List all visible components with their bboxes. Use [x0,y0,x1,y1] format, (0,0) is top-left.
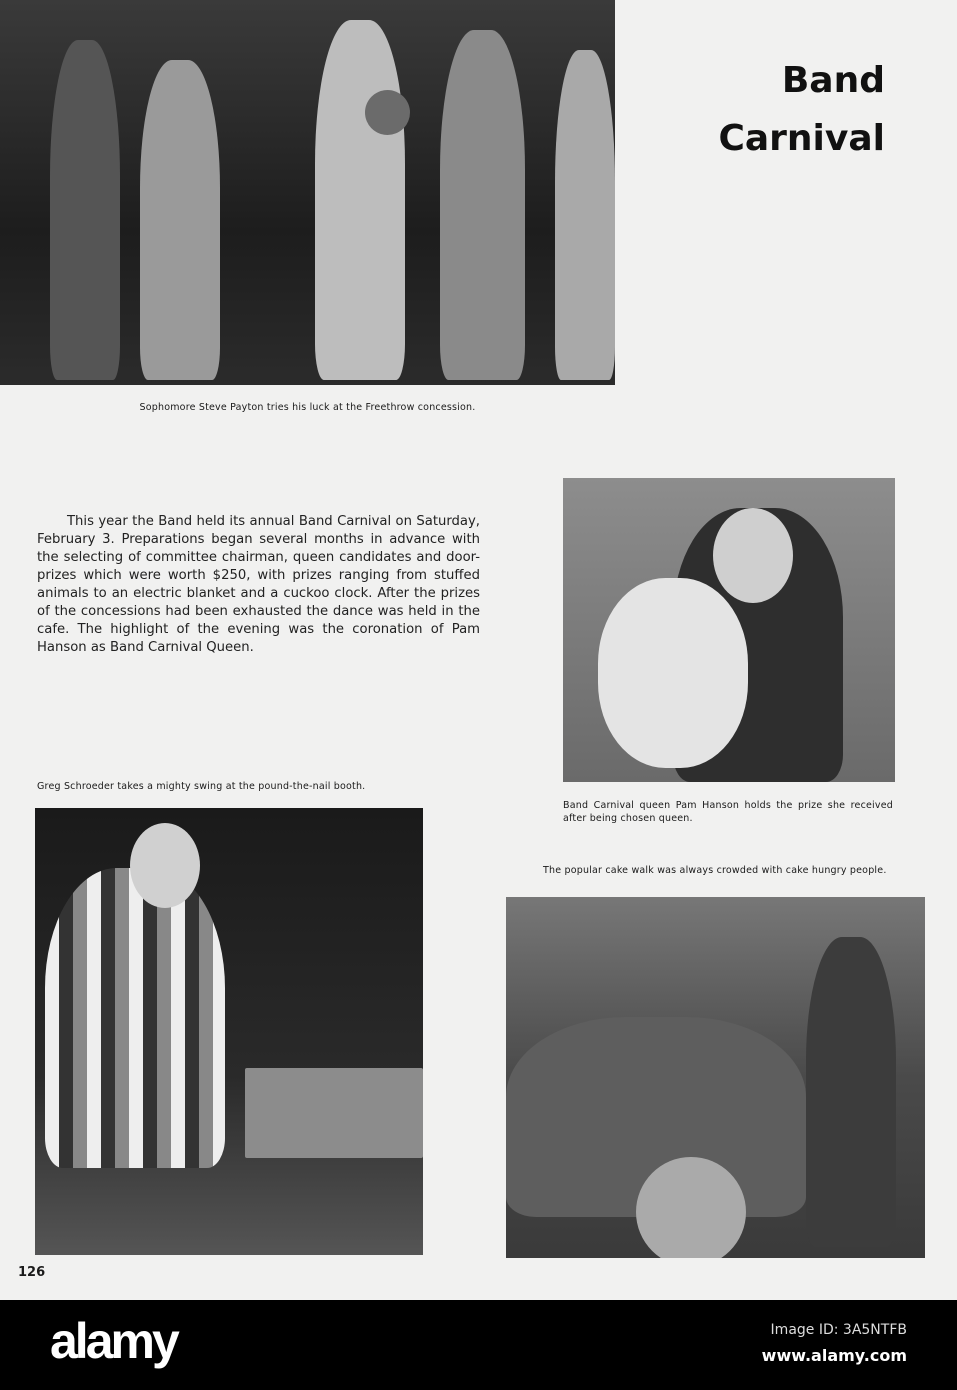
person-figure [50,40,120,380]
face [713,508,793,603]
site-link[interactable]: www.alamy.com [761,1346,907,1365]
teddy-bear [598,578,748,768]
foreground-head [636,1157,746,1258]
wood-block [245,1068,423,1158]
photo-queen [563,478,895,782]
image-id: Image ID: 3A5NTFB [770,1322,907,1338]
page-title [700,52,885,168]
title-line-1: Band [781,60,885,101]
caption-cake-walk: The popular cake walk was always crowded with cake hungry people. [543,865,887,876]
basketball [365,90,410,135]
title-line-2: Carnival [718,118,885,159]
page-number: 126 [18,1265,46,1280]
person-figure [315,20,405,380]
person-figure [140,60,220,380]
alamy-logo: alamy [50,1313,177,1369]
caption-queen: Band Carnival queen Pam Hanson holds the prize she received after being chosen queen. [563,800,893,824]
person-figure [45,868,225,1168]
caption-freethrow: Sophomore Steve Payton tries his luck at the Freethrow concession. [139,402,476,413]
photo-cake-walk [506,897,925,1258]
face [130,823,200,908]
watermark-footer [0,1300,957,1390]
photo-pound-nail [35,808,423,1255]
person-figure [555,50,615,380]
body-text: This year the Band held its annual Band Carnival on Saturday, February 3. Preparations began several months in advance with the selecting of committee chairman, queen candidates and door-prizes which were worth $250, with prizes ranging from stuffed animals to an electric blanket and a cuckoo clock. After the prizes of the concessions had been exhausted the dance was held in the cafe. The highlight of the evening was the coronation of Pam Hanson as Band Carnival Queen. [37,514,480,655]
person-figure [806,937,896,1247]
photo-freethrow [0,0,615,385]
caption-pound-nail: Greg Schroeder takes a mighty swing at the pound-the-nail booth. [37,781,366,792]
person-figure [440,30,525,380]
